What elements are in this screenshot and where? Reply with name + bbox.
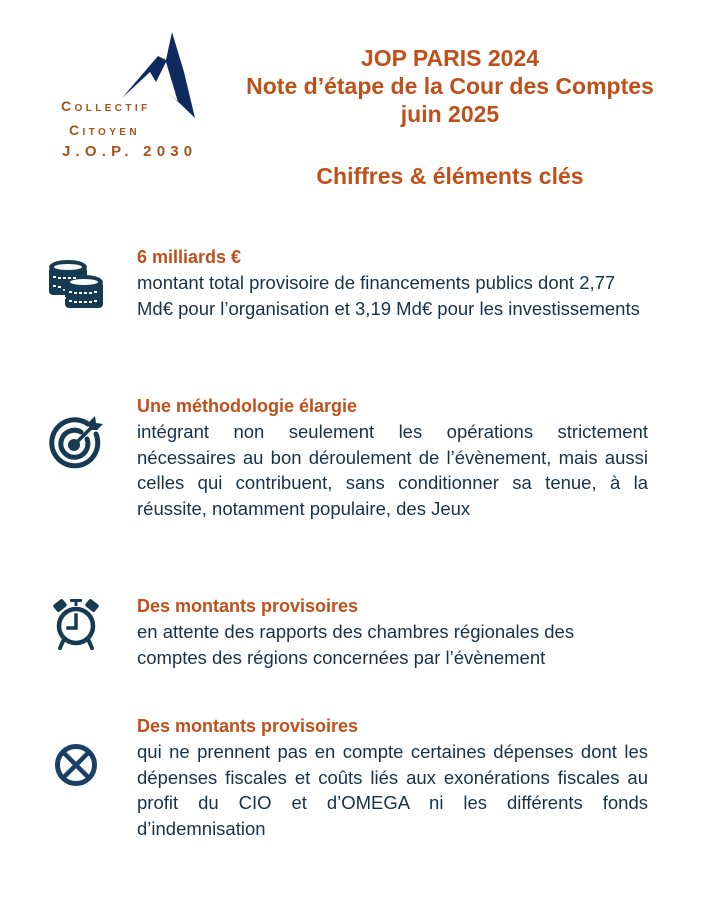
page-title-line-2: Note d’étape de la Cour des Comptes (246, 73, 654, 99)
item-content (137, 593, 648, 670)
circle-x-icon (48, 737, 104, 793)
item-text: intégrant non seulement les opérations strictement nécessaires au bon déroulement de l’évènement, mais aussi celles qui contribuent, sans conditionner sa tenue, à la réussite, notamment populaire, des Jeux (137, 421, 648, 519)
page-title-line-3: juin 2025 (400, 101, 500, 127)
item-content (137, 244, 648, 321)
collectif-logo (50, 30, 210, 170)
page-header (210, 44, 690, 190)
item-text: qui ne prennent pas en compte certaines dépenses dont les dépenses fiscales et coûts liés aux exonérations fiscales au profit du CIO et d’OMEGA ni les différents fonds d’indemnisation (137, 741, 648, 839)
page-title-line-1: JOP PARIS 2024 (360, 45, 540, 71)
alarm-clock-icon (48, 597, 104, 653)
item-content (137, 393, 648, 521)
item-title: Des montants provisoires (137, 716, 359, 736)
item-text: en attente des rapports des chambres régionales des comptes des régions concernées par l’évènement (137, 621, 575, 668)
item-title: Des montants provisoires (137, 596, 359, 616)
item-content (137, 713, 648, 841)
logo-text-collectif: Collectif (61, 98, 151, 114)
item-title: Une méthodologie élargie (137, 396, 358, 416)
logo-text-jop-2030: J.O.P. 2030 (62, 143, 198, 160)
coins-stack-icon (48, 258, 104, 314)
item-text: montant total provisoire de financements publics dont 2,77 Md€ pour l’organisation et 3,19 Md€ pour les investissements (137, 272, 640, 319)
target-arrow-icon (48, 415, 104, 471)
item-title: 6 milliards € (137, 247, 242, 267)
page-subtitle: Chiffres & éléments clés (316, 163, 584, 189)
logo-text-citoyen: Citoyen (69, 122, 140, 138)
